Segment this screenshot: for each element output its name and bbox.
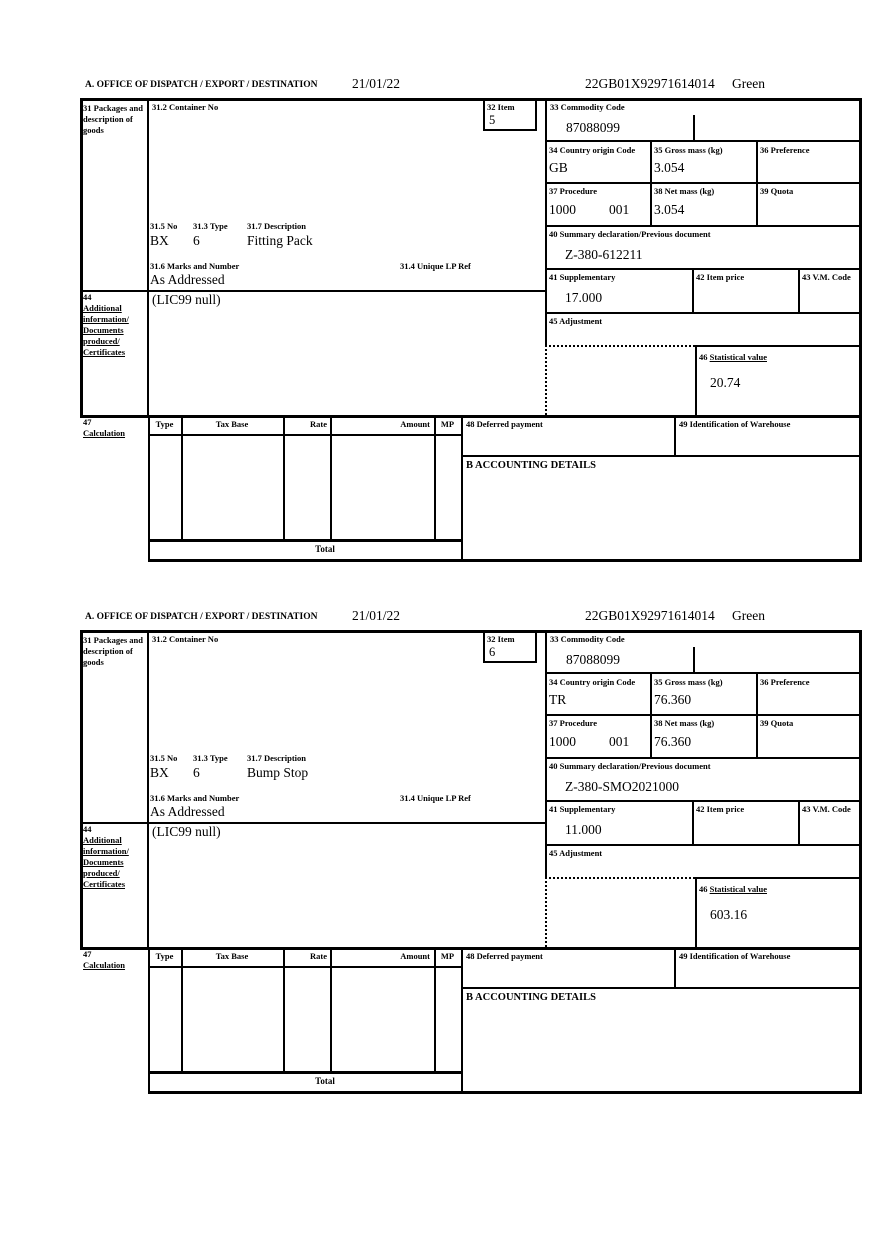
package-desc-label: 31.7 Description <box>247 753 307 763</box>
grid-line <box>545 630 547 879</box>
supplementary-label: 41 Supplementary <box>549 272 616 282</box>
adjustment-label: 45 Adjustment <box>549 848 603 858</box>
statistical-value-label <box>699 352 767 362</box>
grid-line <box>483 630 485 663</box>
net-mass-value: 76.360 <box>654 734 692 749</box>
grid-line <box>148 415 150 561</box>
additional-info-value: (LIC99 null) <box>152 292 221 307</box>
grid-line <box>80 415 862 418</box>
routing-status: Green <box>732 76 765 91</box>
additional-info-value: (LIC99 null) <box>152 824 221 839</box>
summary-declaration-value: Z-380-SMO2021000 <box>565 779 679 794</box>
grid-line <box>695 877 862 879</box>
grid-line <box>535 98 537 131</box>
marks-label: 31.6 Marks and Number <box>150 261 240 271</box>
vm-code-label: 43 V.M. Code <box>802 272 851 282</box>
procedure-label: 37 Procedure <box>549 718 598 728</box>
country-origin-value: GB <box>549 160 568 175</box>
grid-line <box>80 822 547 824</box>
deferred-payment-label: 48 Deferred payment <box>466 951 543 961</box>
total-label: Total <box>315 1076 335 1086</box>
statistical-value-number: 46 <box>699 884 710 894</box>
grid-line <box>545 714 862 716</box>
package-desc-value: Bump Stop <box>247 765 309 780</box>
grid-line <box>330 415 332 539</box>
procedure-value-2: 001 <box>609 202 630 217</box>
warehouse-id-label: 49 Identification of Warehouse <box>679 951 791 961</box>
commodity-code-divider <box>693 115 695 140</box>
box47-text: Calculation <box>83 428 126 439</box>
box44-text: Additional information/ Documents produced/ Certificates <box>83 835 129 890</box>
grid-line <box>148 559 862 562</box>
grid-line <box>283 415 285 539</box>
package-no-label: 31.5 No <box>150 753 178 763</box>
preference-label: 36 Preference <box>760 145 810 155</box>
col-type-header: Type <box>155 419 174 429</box>
supplementary-label: 41 Supplementary <box>549 804 616 814</box>
box31-label: 31 Packages and description of goods <box>83 635 143 668</box>
grid-line <box>545 225 862 227</box>
col-mp-header: MP <box>440 419 455 429</box>
grid-line <box>692 268 694 312</box>
box47-number: 47 <box>83 949 92 959</box>
box44-label <box>83 824 145 890</box>
grid-line <box>650 140 652 225</box>
summary-declaration-label: 40 Summary declaration/Previous document <box>549 761 711 771</box>
grid-line-dotted <box>545 877 695 879</box>
grid-line <box>798 800 800 844</box>
grid-line <box>181 947 183 1071</box>
procedure-label: 37 Procedure <box>549 186 598 196</box>
container-no-label: 31.2 Container No <box>152 634 219 644</box>
procedure-value: 1000 <box>549 202 576 217</box>
net-mass-label: 38 Net mass (kg) <box>654 718 715 728</box>
grid-line <box>545 672 862 674</box>
package-desc-label: 31.7 Description <box>247 221 307 231</box>
grid-line <box>545 98 547 347</box>
grid-line <box>80 98 83 417</box>
grid-line <box>80 630 862 633</box>
grid-line <box>483 129 537 131</box>
package-no-value: BX <box>150 765 169 780</box>
col-rate-header: Rate <box>310 419 327 429</box>
grid-line <box>695 345 697 415</box>
marks-value: As Addressed <box>150 804 225 819</box>
grid-line <box>461 415 463 561</box>
statistical-value-text: Statistical value <box>709 352 767 362</box>
commodity-code-label: 33 Commodity Code <box>550 634 625 644</box>
statistical-value-text: Statistical value <box>709 884 767 894</box>
package-type-value: 6 <box>193 765 200 780</box>
net-mass-value: 3.054 <box>654 202 685 217</box>
grid-line <box>535 630 537 663</box>
grid-line <box>434 415 436 539</box>
box44-number: 44 <box>83 292 92 302</box>
lp-ref-label: 31.4 Unique LP Ref <box>400 793 471 803</box>
grid-line <box>148 1091 862 1094</box>
grid-line <box>434 947 436 1071</box>
preference-label: 36 Preference <box>760 677 810 687</box>
package-type-value: 6 <box>193 233 200 248</box>
grid-line <box>545 844 862 846</box>
col-type-header: Type <box>155 951 174 961</box>
declaration-date: 21/01/22 <box>352 608 401 623</box>
grid-line <box>545 312 862 314</box>
grid-line <box>330 947 332 1071</box>
item-price-label: 42 Item price <box>696 272 745 282</box>
col-amount-header: Amount <box>400 951 430 961</box>
col-amount-header: Amount <box>400 419 430 429</box>
accounting-details-label: B ACCOUNTING DETAILS <box>466 992 596 1003</box>
grid-line <box>461 987 862 989</box>
vm-code-label: 43 V.M. Code <box>802 804 851 814</box>
net-mass-label: 38 Net mass (kg) <box>654 186 715 196</box>
col-rate-header: Rate <box>310 951 327 961</box>
grid-line <box>461 947 463 1093</box>
statistical-value-label <box>699 884 767 894</box>
box44-text: Additional information/ Documents produced/ Certificates <box>83 303 129 358</box>
package-no-label: 31.5 No <box>150 221 178 231</box>
movement-reference-number: 22GB01X92971614014 <box>585 76 715 91</box>
grid-line <box>283 947 285 1071</box>
summary-declaration-label: 40 Summary declaration/Previous document <box>549 229 711 239</box>
package-type-label: 31.3 Type <box>193 221 228 231</box>
declaration-item-block-1 <box>80 76 862 564</box>
office-of-dispatch-header: A. OFFICE OF DISPATCH / EXPORT / DESTINATION <box>85 612 318 622</box>
marks-label: 31.6 Marks and Number <box>150 793 240 803</box>
grid-line <box>483 98 485 131</box>
grid-line <box>545 140 862 142</box>
grid-line <box>545 757 862 759</box>
box47-label <box>83 417 145 439</box>
grid-line <box>148 966 463 968</box>
grid-line <box>545 182 862 184</box>
grid-line <box>147 98 149 415</box>
grid-line <box>695 877 697 947</box>
item-number-value: 6 <box>489 645 496 659</box>
grid-line <box>148 947 150 1093</box>
deferred-payment-label: 48 Deferred payment <box>466 419 543 429</box>
lp-ref-label: 31.4 Unique LP Ref <box>400 261 471 271</box>
item-label: 32 Item <box>487 634 515 644</box>
grid-line <box>80 98 862 101</box>
commodity-code-value: 87088099 <box>566 652 620 667</box>
procedure-value-2: 001 <box>609 734 630 749</box>
box47-number: 47 <box>83 417 92 427</box>
commodity-code-label: 33 Commodity Code <box>550 102 625 112</box>
grid-line <box>148 434 463 436</box>
procedure-value: 1000 <box>549 734 576 749</box>
commodity-code-divider <box>693 647 695 672</box>
declaration-date: 21/01/22 <box>352 76 401 91</box>
gross-mass-value: 76.360 <box>654 692 692 707</box>
package-no-value: BX <box>150 233 169 248</box>
package-type-label: 31.3 Type <box>193 753 228 763</box>
grid-line <box>80 630 83 949</box>
statistical-value: 20.74 <box>710 375 741 390</box>
country-origin-value: TR <box>549 692 567 707</box>
grid-line <box>80 947 862 950</box>
box31-label: 31 Packages and description of goods <box>83 103 143 136</box>
commodity-code-value: 87088099 <box>566 120 620 135</box>
container-no-label: 31.2 Container No <box>152 102 219 112</box>
summary-declaration-value: Z-380-612211 <box>565 247 643 262</box>
grid-line <box>80 290 547 292</box>
grid-line <box>545 800 862 802</box>
declaration-item-block-2 <box>80 608 862 1096</box>
total-label: Total <box>315 544 335 554</box>
marks-value: As Addressed <box>150 272 225 287</box>
grid-line <box>545 268 862 270</box>
grid-line <box>148 539 463 542</box>
statistical-value-number: 46 <box>699 352 710 362</box>
grid-line <box>692 800 694 844</box>
grid-line <box>695 345 862 347</box>
grid-line <box>756 140 758 225</box>
movement-reference-number: 22GB01X92971614014 <box>585 608 715 623</box>
grid-line <box>483 661 537 663</box>
col-tax-base-header: Tax Base <box>215 419 249 429</box>
supplementary-value: 11.000 <box>565 822 602 837</box>
accounting-details-label: B ACCOUNTING DETAILS <box>466 460 596 471</box>
gross-mass-label: 35 Gross mass (kg) <box>654 145 723 155</box>
grid-line <box>859 98 862 562</box>
grid-line <box>181 415 183 539</box>
grid-line-dotted <box>545 345 695 347</box>
col-tax-base-header: Tax Base <box>215 951 249 961</box>
grid-line <box>148 1071 463 1074</box>
box47-label <box>83 949 145 971</box>
grid-line <box>674 415 676 455</box>
grid-line <box>650 672 652 757</box>
package-desc-value: Fitting Pack <box>247 233 313 248</box>
gross-mass-value: 3.054 <box>654 160 685 175</box>
warehouse-id-label: 49 Identification of Warehouse <box>679 419 791 429</box>
adjustment-label: 45 Adjustment <box>549 316 603 326</box>
supplementary-value: 17.000 <box>565 290 603 305</box>
routing-status: Green <box>732 608 765 623</box>
grid-line-dotted <box>545 345 547 415</box>
grid-line <box>798 268 800 312</box>
grid-line <box>461 455 862 457</box>
country-origin-label: 34 Country origin Code <box>549 677 636 687</box>
col-mp-header: MP <box>440 951 455 961</box>
quota-label: 39 Quota <box>760 718 794 728</box>
box44-number: 44 <box>83 824 92 834</box>
item-number-value: 5 <box>489 113 496 127</box>
gross-mass-label: 35 Gross mass (kg) <box>654 677 723 687</box>
box47-text: Calculation <box>83 960 126 971</box>
item-label: 32 Item <box>487 102 515 112</box>
grid-line <box>674 947 676 987</box>
grid-line-dotted <box>545 877 547 947</box>
country-origin-label: 34 Country origin Code <box>549 145 636 155</box>
box44-label <box>83 292 145 358</box>
office-of-dispatch-header: A. OFFICE OF DISPATCH / EXPORT / DESTINATION <box>85 80 318 90</box>
item-price-label: 42 Item price <box>696 804 745 814</box>
grid-line <box>147 630 149 947</box>
grid-line <box>859 630 862 1094</box>
statistical-value: 603.16 <box>710 907 748 922</box>
quota-label: 39 Quota <box>760 186 794 196</box>
grid-line <box>756 672 758 757</box>
